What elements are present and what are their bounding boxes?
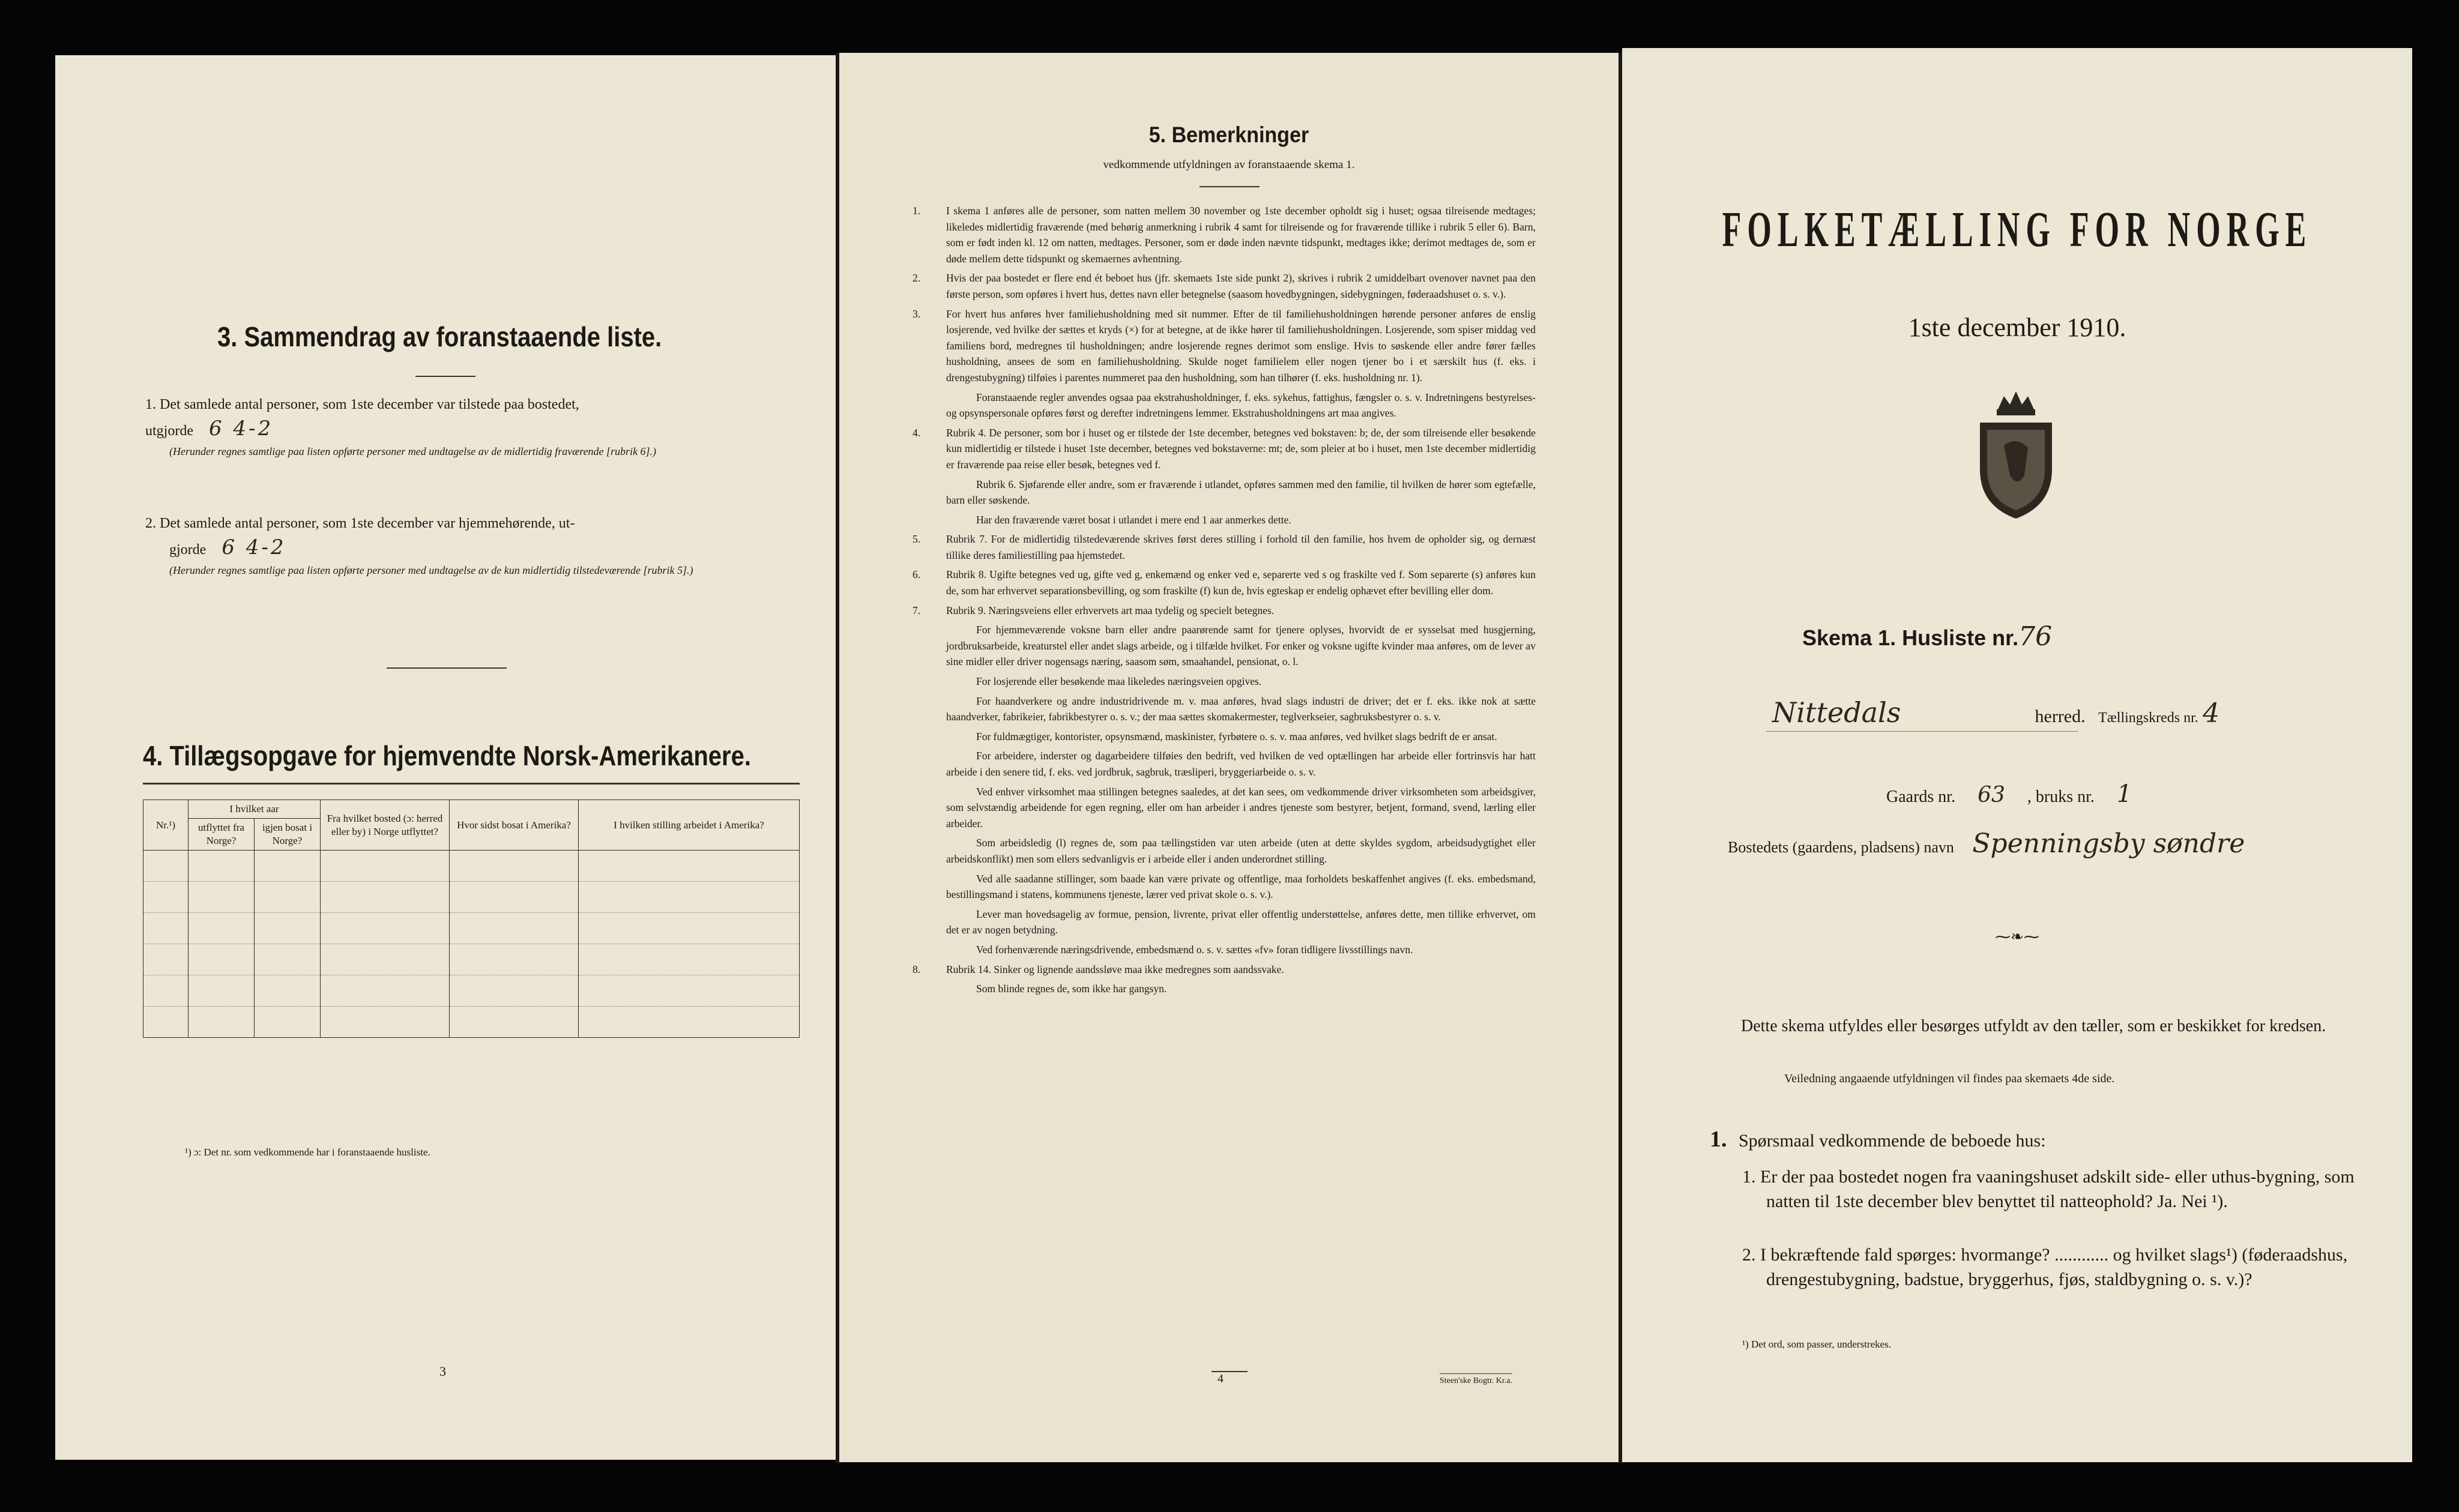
remark-text: Har den fraværende været bosat i utlandet i mere end 1 aar anmerkes dette. [976, 513, 1291, 526]
table-row [143, 913, 800, 944]
veiledning: Veiledning angaaende utfyldningen vil findes paa skemaets 4de side. [1784, 1072, 2115, 1085]
remark-paragraph [929, 512, 1536, 528]
item1-text: 1. Det samlede antal personer, som 1ste december var tilstede paa bostedet, [145, 397, 579, 412]
questions-heading-text: Spørsmaal vedkommende de beboede hus: [1739, 1131, 2046, 1151]
divider [1199, 186, 1260, 187]
page-number: 3 [439, 1364, 446, 1379]
item2-value: 6 4-2 [222, 535, 286, 559]
remark-paragraph [913, 531, 1536, 563]
section4-heading: 4. Tillægsopgave for hjemvendte Norsk-Amerikanere. [143, 741, 751, 772]
remark-text: Ved enhver virksomhet maa stillingen betegnes saaledes, at det kan sees, om vedkommende driver virksomheten som arbeidsgiver, som selvstændig arbeidende for egen regning, eller om han arbeider i andres tjeneste som bestyrer, betjent, formand, svend, lærling eller arbeider. [946, 785, 1536, 830]
questions-heading-num: 1. [1710, 1127, 1727, 1152]
remark-text: Som arbeidsledig (l) regnes de, som paa tællingstiden var uten arbeide (uten at dette skyldes sygdom, arbeidsudygtighet eller arbeidskonflikt) men som ellers sedvanligvis er i arbeide eller i anden underordnet stilling. [946, 837, 1536, 865]
section3-item1 [145, 393, 800, 460]
remark-text: Rubrik 6. Sjøfarende eller andre, som er fraværende i utlandet, opføres sammen med den familie, til hvilken de hører som egtefælle, barn eller søskende. [946, 478, 1536, 507]
remark-paragraph [913, 306, 1536, 386]
col-header-bosted: Fra hvilket bosted (ɔ: herred eller by) i Norge utflyttet? [321, 800, 450, 851]
remark-number: 8. [913, 963, 921, 975]
table-row [143, 944, 800, 975]
remark-paragraph [929, 835, 1536, 867]
remark-text: Rubrik 7. For de midlertidig tilstedeværende skrives først deres stilling i forhold til den familie, hos hvem de opholder sig, og dernæst tillike deres familiestilling paa hjemstedet. [946, 533, 1536, 561]
ornament: ⁓❧⁓ [1995, 928, 2039, 945]
remark-number: 1. [913, 205, 921, 217]
col-header-igjen: igjen bosat i Norge? [255, 819, 321, 851]
table-row [143, 882, 800, 913]
skema-label: Skema 1. Husliste nr. [1802, 625, 2019, 650]
remark-number: 7. [913, 604, 921, 616]
bruks-value: 1 [2116, 780, 2132, 808]
herred-line [1676, 696, 2373, 729]
remark-paragraph [929, 729, 1536, 745]
herred-label: herred. [2035, 706, 2086, 726]
table-footnote: ¹) ɔ: Det nr. som vedkommende har i foranstaaende husliste. [185, 1146, 430, 1158]
remark-paragraph [913, 567, 1536, 598]
table-row [143, 851, 800, 882]
remark-text: Rubrik 14. Sinker og lignende aandssløve maa ikke medregnes som aandssvake. [946, 963, 1284, 975]
census-title: FOLKETÆLLING FOR NORGE [1722, 202, 2313, 258]
remark-paragraph [929, 693, 1536, 725]
gaards-label: Gaards nr. [1886, 788, 1956, 806]
kreds-label: Tællingskreds nr. [2098, 710, 2198, 726]
remark-number: 5. [913, 533, 921, 546]
remark-paragraph [929, 871, 1536, 903]
remark-text: I skema 1 anføres alle de personer, som natten mellem 30 november og 1ste december opholdt sig i huset; ogsaa tilreisende medtages; likeledes midlertidig fraværende (med behørig anmerkning i rubrik 4 samt for tilreisende og for fraværende tillike i rubrik 5 eller 6). Barn, som er født inden kl. 12 om natten, medtages. Personer, som er døde inden nævnte tidspunkt, medtages ikke; derimot medtages de, som er døde mellem dette tidspunkt og skemaernes avhentning. [946, 205, 1536, 265]
remark-paragraph [929, 906, 1536, 938]
col-header-stilling: I hvilken stilling arbeidet i Amerika? [579, 800, 800, 851]
col-header-aar: I hvilket aar [189, 800, 321, 819]
skema-line [1802, 621, 2052, 652]
gaards-value: 63 [1978, 783, 2005, 807]
remark-number: 6. [913, 568, 921, 581]
remark-text: Rubrik 4. De personer, som bor i huset og er tilstede der 1ste december, betegnes ved bokstaven: b; de, der som tilreisende eller besøkende kun midlertidig er tilstede i huset 1ste december, betegnes ved bokstaverne: mt; de, som pleier at bo i huset, men 1ste december midlertidig er fraværende paa reise eller besøk, betegnes ved f. [946, 426, 1536, 471]
gaards-line [1886, 780, 2132, 808]
remark-paragraph [913, 270, 1536, 302]
remark-text: For hvert hus anføres hver familiehusholdning med sit nummer. Efter de til familiehusholdningen hørende personer anføres de enslig losjerende, ved hvilke der sættes et kryds (×) for at betegne, at de ikke hører til familiehusholdningen. Losjerende, som spiser middag ved familiens bord, medregnes til husholdningen; andre losjerende regnes derimot som enslige. Hvis to søskende eller andre fører fælles husholdning, ansees de som en familiehusholdning. Skulde noget familielem eller nogen tjener bo i et særskilt hus (f. eks. i drengestubygning) tilføies i parentes nummeret paa den husholdning, som han tilhører (f. eks. husholdning nr. 1). [946, 307, 1536, 384]
coat-of-arms-icon [1962, 385, 2070, 523]
remark-text: For arbeidere, inderster og dagarbeidere tilføies den bedrift, ved hvilken de ved optællingen har arbeide eller fortrinsvis har hatt arbeide i den senere tid, f. eks. ved jordbruk, sagbruk, træsliperi, bryggeriarbeide o. s. v. [946, 750, 1536, 778]
printer-mark: Steen'ske Bogtr. Kr.a. [1440, 1373, 1512, 1386]
col-header-nr: Nr.¹) [143, 800, 189, 851]
remark-text: Rubrik 9. Næringsveiens eller erhvervets art maa tydelig og specielt betegnes. [946, 604, 1275, 616]
remark-text: Lever man hovedsagelig av formue, pension, livrente, privat eller offentlig understøttelse, anføres dette, men tillike erhvervet, om det er av nogen betydning. [946, 908, 1536, 936]
instructions: Dette skema utfyldes eller besørges utfyldt av den tæller, som er beskikket for kredsen. [1741, 1017, 2326, 1035]
bosted-label: Bostedets (gaardens, pladsens) navn [1728, 839, 1954, 856]
remark-number: 3. [913, 307, 921, 320]
col-header-sidst: Hvor sidst bosat i Amerika? [450, 800, 579, 851]
page-middle [839, 53, 1619, 1462]
remarks-heading: 5. Bemerkninger [1148, 122, 1309, 148]
bosted-value: Spenningsby søndre [1972, 828, 2245, 859]
item2-note: (Herunder regnes samtlige paa listen opførte personer med undtagelse av de kun midlertidig tilstedeværende [rubrik 5].) [169, 564, 693, 576]
remark-text: For haandverkere og andre industridrivende m. v. maa anføres, hvad slags industri de driver; det er f. eks. ikke nok at sætte haandverker, fabrikeier, fabrikbestyrer o. s. v.; der maa sættes skomakermester, teglverkseier, sagbruksbestyrer o. s. v. [946, 694, 1536, 723]
table-top-rule [143, 783, 800, 785]
remark-number: 2. [913, 272, 921, 285]
remark-text: Som blinde regnes de, som ikke har gangsyn. [976, 983, 1167, 995]
page-left [55, 55, 836, 1460]
remark-paragraph [929, 981, 1536, 997]
remarks-subheading: vedkommende utfyldningen av foranstaaende skema 1. [1103, 158, 1355, 171]
remark-paragraph [929, 622, 1536, 670]
remark-text: Hvis der paa bostedet er flere end ét beboet hus (jfr. skemaets 1ste side punkt 2), skrives i rubrik 2 umiddelbart ovenover navnet paa den første person, som opføres i hvert hus, dettes navn eller betegnelse (saasom hovedbygningen, sidebygningen, føderaadshuset o. s. v.). [946, 272, 1536, 300]
divider [1211, 1371, 1248, 1372]
remark-text: Ved alle saadanne stillinger, som baade kan være private og offentlige, maa forholdets beskaffenhet angives (f. eks. embedsmand, bestillingsmand i statens, kommunens tjeneste, lærer ved privat skole o. s. v.). [946, 872, 1536, 901]
remark-text: Foranstaaende regler anvendes ogsaa paa ekstrahusholdninger, f. eks. sykehus, fattighus, fængsler o. s. v. Indretningens bestyrelses- og opsynspersonale opføres først og derefter indretningens lemmer. Ekstrahusholdningens art maa angives. [946, 391, 1536, 420]
remark-text: Rubrik 8. Ugifte betegnes ved ug, gifte ved g, enkemænd og enker ved e, separerte ved s og fraskilte ved f. Som separerte (s) anføres kun de, som har erhvervet separationsbevilling, og som fraskilte (f) kun de, hvis egteskap er endelig ophævet efter bevilling eller dom. [946, 568, 1536, 597]
question-1: 1. Er der paa bostedet nogen fra vaaningshuset adskilt side- eller uthus-bygning, som natten til 1ste december blev benyttet til natteophold? Ja. Nei ¹). [1742, 1167, 2355, 1211]
table-row [143, 975, 800, 1007]
remark-paragraph [929, 784, 1536, 832]
remark-text: Ved forhenværende næringsdrivende, embedsmænd o. s. v. sættes «fv» foran tidligere livsstillings navn. [976, 943, 1413, 956]
question-2: 2. I bekræftende fald spørges: hvormange? ............ og hvilket slags¹) (føderaadshus, drengestubygning, badstue, bryggerhus, fjøs, staldbygning o. s. v.)? [1742, 1245, 2348, 1289]
page-number: 4 [1217, 1372, 1223, 1385]
divider [387, 667, 507, 669]
remark-paragraph [929, 673, 1536, 690]
remark-text: For hjemmeværende voksne barn eller andre paarørende samt for tjenere oplyses, hvorvidt de er sysselsat med husgjerning, jordbruksarbeide, kreaturstel eller andet slags arbeide, og i tilfælde hvilket. For enker og voksne ugifte kvinder maa anføres, om de lever av sine midler eller driver nogensags næring, saasom søm, smaahandel, pensionat, o. l. [946, 624, 1536, 668]
section3-item2 [145, 511, 800, 579]
item1-note: (Herunder regnes samtlige paa listen opførte personer med undtagelse av de midlertidig fraværende [rubrik 6].) [169, 445, 657, 457]
remarks-list [913, 203, 1536, 1001]
bosted-line [1728, 828, 2245, 859]
remark-paragraph [913, 603, 1536, 619]
remark-paragraph [913, 425, 1536, 473]
husliste-nr-value: 76 [2018, 621, 2053, 652]
herred-value: Nittedals [1772, 696, 1901, 729]
right-footnote: ¹) Det ord, som passer, understrekes. [1742, 1339, 1892, 1350]
remark-number: 4. [913, 426, 921, 439]
item2-utgjorde: gjorde [169, 542, 207, 558]
census-date: 1ste december 1910. [1908, 313, 2126, 342]
fill-line [1766, 731, 2078, 732]
col-header-utflyttet: utflyttet fra Norge? [189, 819, 255, 851]
remark-text: For losjerende eller besøkende maa likeledes næringsveien opgives. [976, 675, 1262, 688]
remark-paragraph [913, 962, 1536, 978]
page-right [1622, 48, 2412, 1462]
remark-paragraph [913, 203, 1536, 267]
item2-text: 2. Det samlede antal personer, som 1ste december var hjemmehørende, ut- [145, 516, 575, 531]
item1-value: 6 4-2 [208, 417, 274, 441]
remark-paragraph [929, 390, 1536, 421]
norsk-amerikanere-table [143, 800, 800, 1038]
remark-paragraph [929, 748, 1536, 780]
questions-heading [1710, 1126, 2046, 1152]
remark-text: For fuldmægtiger, kontorister, opsynsmænd, maskinister, fyrbøtere o. s. v. maa anføres, ved hvilket slags bedrift de er ansat. [976, 730, 1497, 742]
remark-paragraph [929, 942, 1536, 958]
item1-utgjorde: utgjorde [145, 423, 193, 439]
kreds-value: 4 [2203, 698, 2220, 729]
table-row [143, 1007, 800, 1038]
divider [415, 376, 475, 377]
section3-heading: 3. Sammendrag av foranstaaende liste. [217, 322, 662, 353]
remark-paragraph [929, 477, 1536, 508]
bruks-label: , bruks nr. [2027, 788, 2095, 806]
